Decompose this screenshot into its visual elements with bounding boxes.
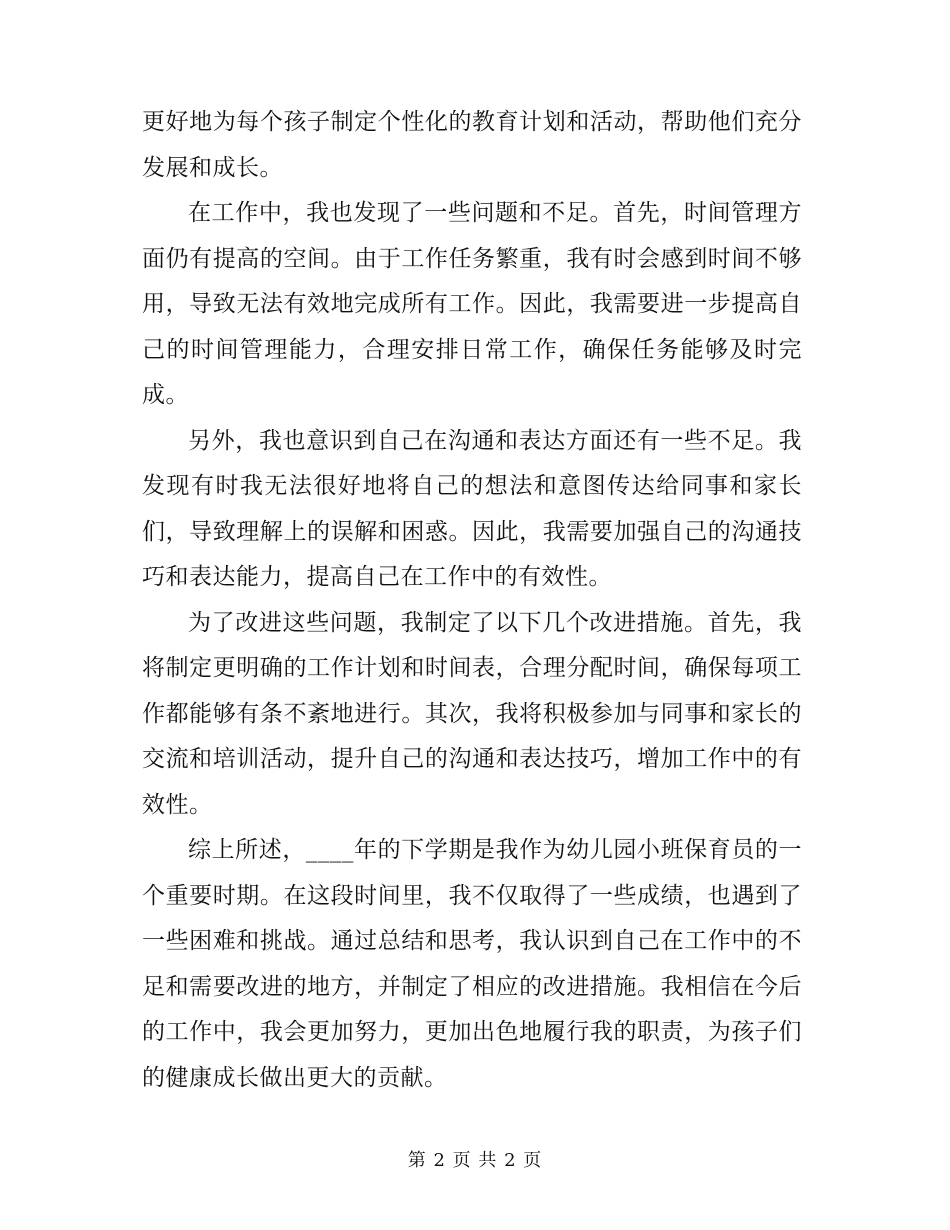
paragraph-problems: 在工作中，我也发现了一些问题和不足。首先，时间管理方面仍有提高的空间。由于工作任务繁重，我有时会感到时间不够用，导致无法有效地完成所有工作。因此，我需要进一步提高自己的时间管理能力，合理安排日常工作，确保任务能够及时完成。 xyxy=(142,200,802,408)
document-body xyxy=(142,100,802,1101)
paragraph-communication: 另外，我也意识到自己在沟通和表达方面还有一些不足。我发现有时我无法很好地将自己的想法和意图传达给同事和家长们，导致理解上的误解和困惑。因此，我需要加强自己的沟通技巧和表达能力，提高自己在工作中的有效性。 xyxy=(142,427,802,590)
paragraph-measures: 为了改进这些问题，我制定了以下几个改进措施。首先，我将制定更明确的工作计划和时间表，合理分配时间，确保每项工作都能够有条不紊地进行。其次，我将积极参加与同事和家长的交流和培训活动，提升自己的沟通和表达技巧，增加工作中的有效性。 xyxy=(142,609,802,818)
paragraph-continuation: 更好地为每个孩子制定个性化的教育计划和活动，帮助他们充分发展和成长。 xyxy=(142,109,802,181)
page-number-footer: 第 2 页 共 2 页 xyxy=(407,1150,543,1171)
paragraph-summary: 综上所述，____年的下学期是我作为幼儿园小班保育员的一个重要时期。在这段时间里，我不仅取得了一些成绩，也遇到了一些困难和挑战。通过总结和思考，我认识到自己在工作中的不足和需要改进的地方，并制定了相应的改进措施。我相信在今后的工作中，我会更加努力，更加出色地履行我的职责，为孩子们的健康成长做出更大的贡献。 xyxy=(142,837,802,1091)
